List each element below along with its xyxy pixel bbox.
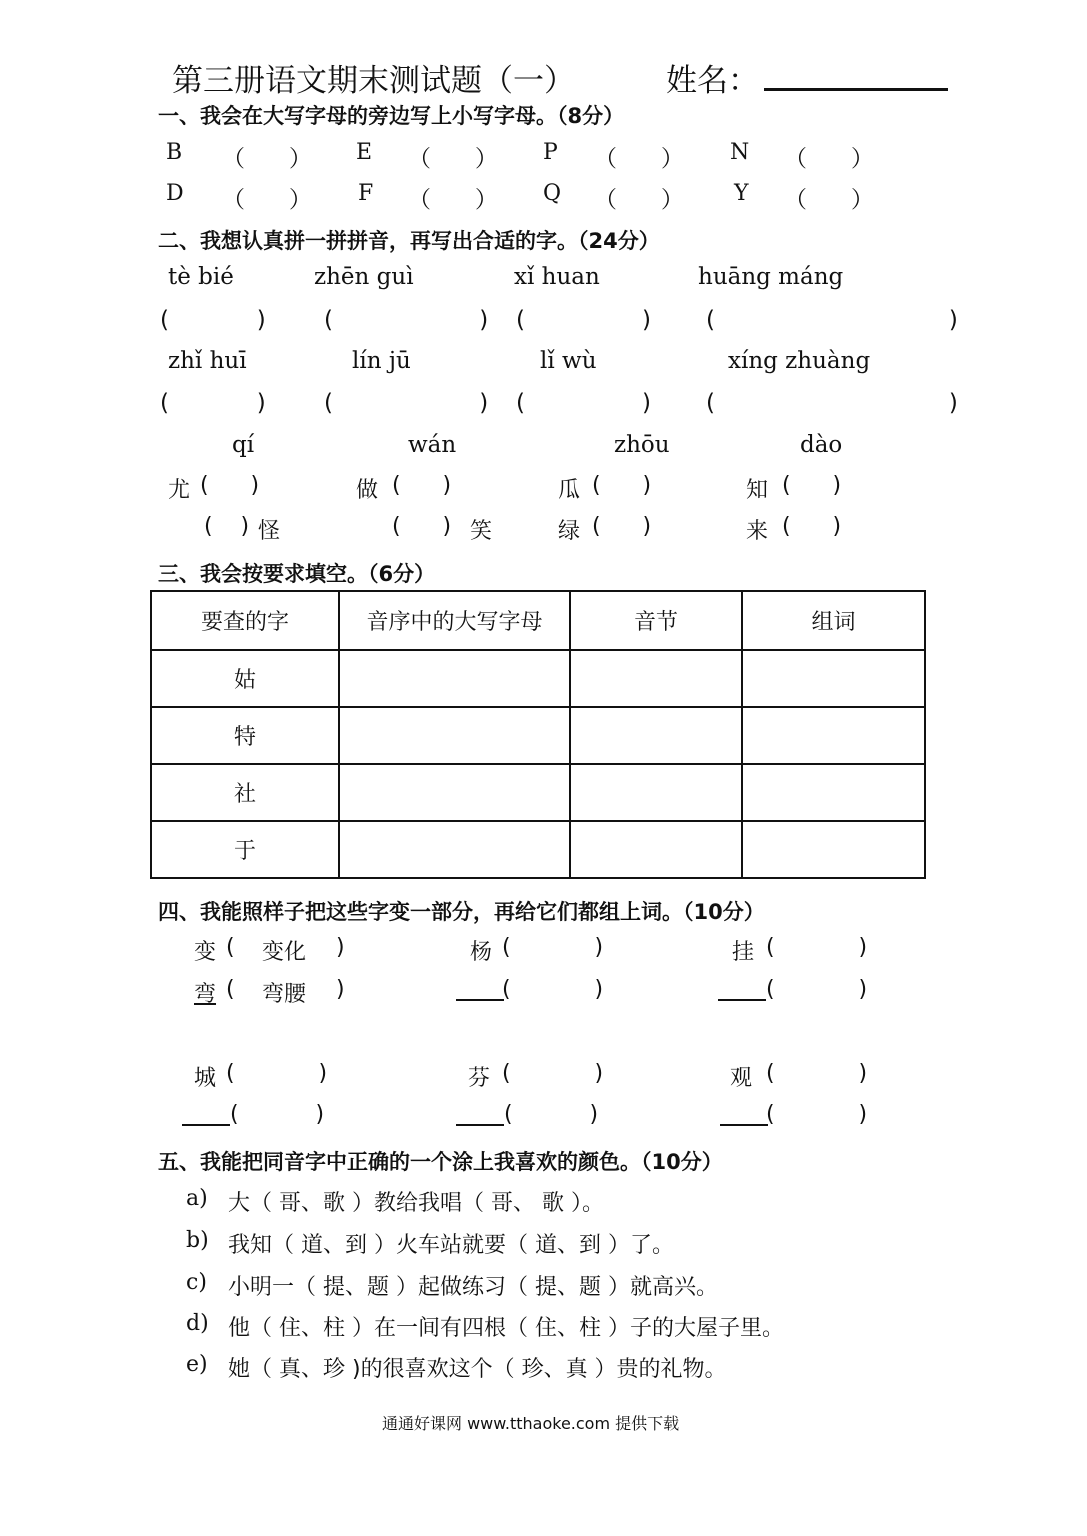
sentence[interactable]: 她（ 真、珍 )的很喜欢这个（ 珍、真 ）贵的礼物。 — [228, 1357, 727, 1382]
word-blank[interactable]: ( ) — [230, 1102, 325, 1127]
s1-blank[interactable]: （ ） — [784, 187, 874, 213]
s1-letter: E — [356, 140, 373, 165]
sentence[interactable]: 我知（ 道、到 ）火车站就要（ 道、到 ）了。 — [228, 1233, 674, 1258]
s2-blank[interactable]: ( ) — [706, 307, 958, 333]
char: 怪 — [258, 519, 281, 544]
table-cell-char: 于 — [151, 821, 339, 878]
word-blank[interactable]: ( ) — [226, 1061, 328, 1086]
table-cell-input[interactable] — [570, 821, 742, 878]
table-header-cell: 音序中的大写字母 — [339, 591, 570, 650]
char: 做 — [356, 478, 379, 503]
table-cell-input[interactable] — [339, 764, 570, 821]
char-blank[interactable]: ( ) — [782, 473, 842, 498]
s2-blank[interactable]: ( ) — [324, 307, 489, 333]
table-cell-char: 特 — [151, 707, 339, 764]
table-cell-input[interactable] — [339, 707, 570, 764]
char: 观 — [730, 1066, 753, 1091]
s1-blank[interactable]: （ ） — [222, 187, 312, 213]
s1-letter: B — [166, 140, 183, 165]
char-blank[interactable]: ( ) — [592, 473, 652, 498]
char-blank-line[interactable] — [456, 1104, 504, 1130]
char: 杨 — [470, 940, 493, 965]
char: 尤 — [168, 478, 191, 503]
table-cell-input[interactable] — [742, 707, 925, 764]
table-cell-input[interactable] — [742, 821, 925, 878]
word-blank[interactable]: ( ) — [766, 935, 868, 960]
table-row — [151, 707, 925, 764]
s1-blank[interactable]: （ ） — [594, 187, 684, 213]
s2-blank[interactable]: ( ) — [516, 307, 651, 333]
table-cell-char: 姑 — [151, 650, 339, 707]
table-header-cell: 要查的字 — [151, 591, 339, 650]
char: 芬 — [468, 1066, 491, 1091]
pinyin: zhǐ huī — [168, 348, 247, 374]
section-2-heading: 二、我想认真拼一拼拼音，再写出合适的字。（24分） — [158, 229, 660, 253]
pinyin: zhēn guì — [314, 264, 414, 290]
s1-letter: D — [166, 181, 184, 206]
table-header-cell: 音节 — [570, 591, 742, 650]
s2-blank[interactable]: ( ) — [160, 307, 266, 333]
char-blank-line[interactable] — [718, 979, 766, 1005]
item-label: b) — [186, 1228, 209, 1253]
item-label: e) — [186, 1352, 208, 1377]
word-blank[interactable]: ( ) — [502, 935, 604, 960]
footer-text: 通通好课网 www.tthaoke.com 提供下载 — [382, 1414, 680, 1433]
char-blank[interactable]: ( ) — [392, 514, 452, 539]
table-cell-char: 社 — [151, 764, 339, 821]
table-cell-input[interactable] — [339, 650, 570, 707]
pinyin: huāng máng — [698, 264, 844, 290]
table-cell-input[interactable] — [742, 764, 925, 821]
s1-letter: Q — [543, 181, 562, 206]
s1-letter: Y — [734, 181, 749, 206]
s1-blank[interactable]: （ ） — [594, 146, 684, 172]
char-blank-line[interactable] — [182, 1104, 230, 1130]
pinyin: qí — [232, 432, 255, 458]
char: 绿 — [558, 519, 581, 544]
name-field-line[interactable] — [764, 88, 948, 91]
word-blank[interactable]: ( ) — [766, 1061, 868, 1086]
pinyin: dào — [800, 432, 843, 458]
char: 城 — [194, 1066, 217, 1091]
table-cell-input[interactable] — [570, 650, 742, 707]
char: 笑 — [470, 519, 493, 544]
section-1-heading: 一、我会在大写字母的旁边写上小写字母。（8分） — [158, 104, 625, 128]
char-blank[interactable]: ( ) — [200, 473, 260, 498]
pinyin: xǐ huan — [514, 264, 600, 290]
char-blank[interactable]: ( ) — [392, 473, 452, 498]
char-blank-line[interactable] — [720, 1104, 768, 1130]
table-cell-input[interactable] — [339, 821, 570, 878]
s1-blank[interactable]: （ ） — [408, 187, 498, 213]
item-label: c) — [186, 1270, 207, 1295]
table-cell-input[interactable] — [570, 707, 742, 764]
s1-letter: F — [358, 181, 374, 206]
section-5-heading: 五、我能把同音字中正确的一个涂上我喜欢的颜色。（10分） — [158, 1150, 723, 1174]
char-blank[interactable]: ( ) — [592, 514, 652, 539]
s2-blank[interactable]: ( ) — [160, 390, 266, 416]
char: 瓜 — [558, 478, 581, 503]
word-blank[interactable]: ( ) — [766, 977, 868, 1002]
lookup-table — [150, 590, 926, 879]
pinyin: lín jū — [352, 348, 411, 374]
s2-blank[interactable]: ( ) — [324, 390, 489, 416]
word-blank[interactable]: ( ) — [502, 977, 604, 1002]
example-word: 弯腰 — [262, 982, 307, 1007]
sentence[interactable]: 他（ 住、柱 ）在一间有四根（ 住、柱 ）子的大屋子里。 — [228, 1316, 784, 1341]
pinyin: xíng zhuàng — [728, 348, 871, 374]
example-char: 弯 — [194, 982, 217, 1007]
s1-letter: P — [543, 140, 558, 165]
section-4-heading: 四、我能照样子把这些字变一部分，再给它们都组上词。（10分） — [158, 900, 765, 924]
char-blank[interactable]: ( ) — [204, 514, 250, 539]
char: 挂 — [732, 940, 755, 965]
pinyin: lǐ wù — [540, 348, 597, 374]
table-row — [151, 764, 925, 821]
word-blank[interactable]: ( ) — [504, 1102, 599, 1127]
s2-blank[interactable]: ( ) — [516, 390, 651, 416]
word-blank[interactable]: ( ) — [766, 1102, 868, 1127]
s2-blank[interactable]: ( ) — [706, 390, 958, 416]
item-label: a) — [186, 1186, 208, 1211]
example-char: 变 — [194, 940, 217, 965]
name-label: 姓名： — [666, 63, 759, 99]
sentence[interactable]: 小明一（ 提、题 ）起做练习（ 提、题 ）就高兴。 — [228, 1275, 718, 1300]
pinyin: tè bié — [168, 264, 234, 290]
s1-blank[interactable]: （ ） — [222, 146, 312, 172]
section-3-heading: 三、我会按要求填空。（6分） — [158, 562, 436, 586]
item-label: d) — [186, 1311, 209, 1336]
table-row — [151, 650, 925, 707]
char-blank-line[interactable] — [456, 979, 504, 1005]
word-blank[interactable]: ( ) — [502, 1061, 604, 1086]
table-cell-input[interactable] — [742, 650, 925, 707]
s1-blank[interactable]: （ ） — [784, 146, 874, 172]
char-blank[interactable]: ( ) — [782, 514, 842, 539]
pinyin: zhōu — [614, 432, 670, 458]
table-header-cell: 组词 — [742, 591, 925, 650]
s1-letter: N — [730, 140, 750, 165]
example-word: 变化 — [262, 940, 307, 965]
table-cell-input[interactable] — [570, 764, 742, 821]
page-title: 第三册语文期末测试题（一） — [172, 63, 575, 99]
pinyin: wán — [408, 432, 457, 458]
char: 知 — [746, 478, 769, 503]
char: 来 — [746, 519, 769, 544]
sentence[interactable]: 大（ 哥、歌 ）教给我唱（ 哥、 歌 ）。 — [228, 1191, 604, 1216]
s1-blank[interactable]: （ ） — [408, 146, 498, 172]
table-row — [151, 821, 925, 878]
